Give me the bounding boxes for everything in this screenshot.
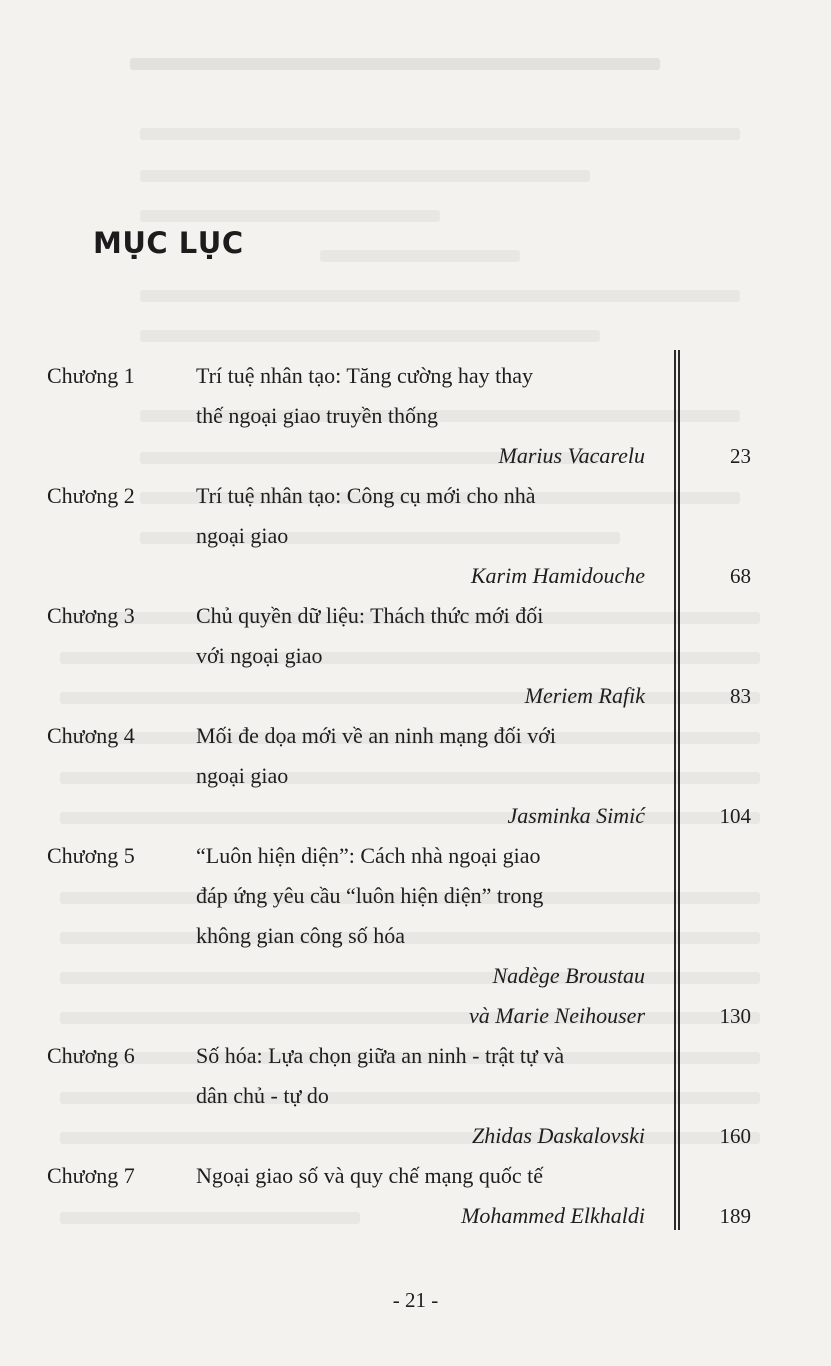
column-divider-right	[678, 350, 680, 1230]
chapter-author: và Marie Neihouser	[469, 1003, 645, 1028]
page-number: 189	[719, 1204, 751, 1228]
chapter-title: Trí tuệ nhân tạo: Công cụ mới cho nhà ngoại giao	[196, 483, 536, 548]
chapter-title: Chủ quyền dữ liệu: Thách thức mới đối với ngoại giao	[196, 603, 544, 668]
chapter-label: Chương 1	[47, 363, 135, 388]
chapter-author: Meriem Rafik	[524, 683, 645, 708]
chapter-author: Karim Hamidouche	[470, 563, 645, 588]
chapter-author: Jasminka Simić	[507, 803, 645, 828]
chapter-author: Zhidas Daskalovski	[472, 1123, 645, 1148]
chapter-label: Chương 3	[47, 603, 135, 628]
chapter-label: Chương 7	[47, 1163, 135, 1188]
page-number: 83	[730, 684, 751, 708]
chapter-title: Ngoại giao số và quy chế mạng quốc tế	[196, 1163, 544, 1188]
page-number: 104	[719, 804, 751, 828]
chapter-title: Trí tuệ nhân tạo: Tăng cường hay thay thế ngoại giao truyền thống	[196, 363, 534, 428]
chapter-label: Chương 6	[47, 1043, 135, 1068]
chapter-label: Chương 5	[47, 843, 135, 868]
page-footer-number: - 21 -	[392, 1288, 439, 1312]
chapter-author: Marius Vacarelu	[498, 443, 645, 468]
page-number: 130	[719, 1004, 751, 1028]
chapter-title: “Luôn hiện diện”: Cách nhà ngoại giao đáp ứng yêu cầu “luôn hiện diện” trong không gian công số hóa	[196, 843, 544, 948]
chapter-title: Mối đe dọa mới về an ninh mạng đối với ngoại giao	[196, 723, 556, 788]
page-number: 68	[730, 564, 751, 588]
page-number: 160	[719, 1124, 751, 1148]
chapter-label: Chương 2	[47, 483, 135, 508]
page-number: 23	[730, 444, 751, 468]
chapter-title: Số hóa: Lựa chọn giữa an ninh - trật tự và dân chủ - tự do	[196, 1043, 565, 1108]
chapter-author: Nadège Broustau	[492, 963, 645, 988]
toc-heading: MỤC LỤC	[93, 226, 244, 260]
chapter-author: Mohammed Elkhaldi	[461, 1203, 645, 1228]
chapter-label: Chương 4	[47, 723, 135, 748]
column-divider-left	[674, 350, 676, 1230]
